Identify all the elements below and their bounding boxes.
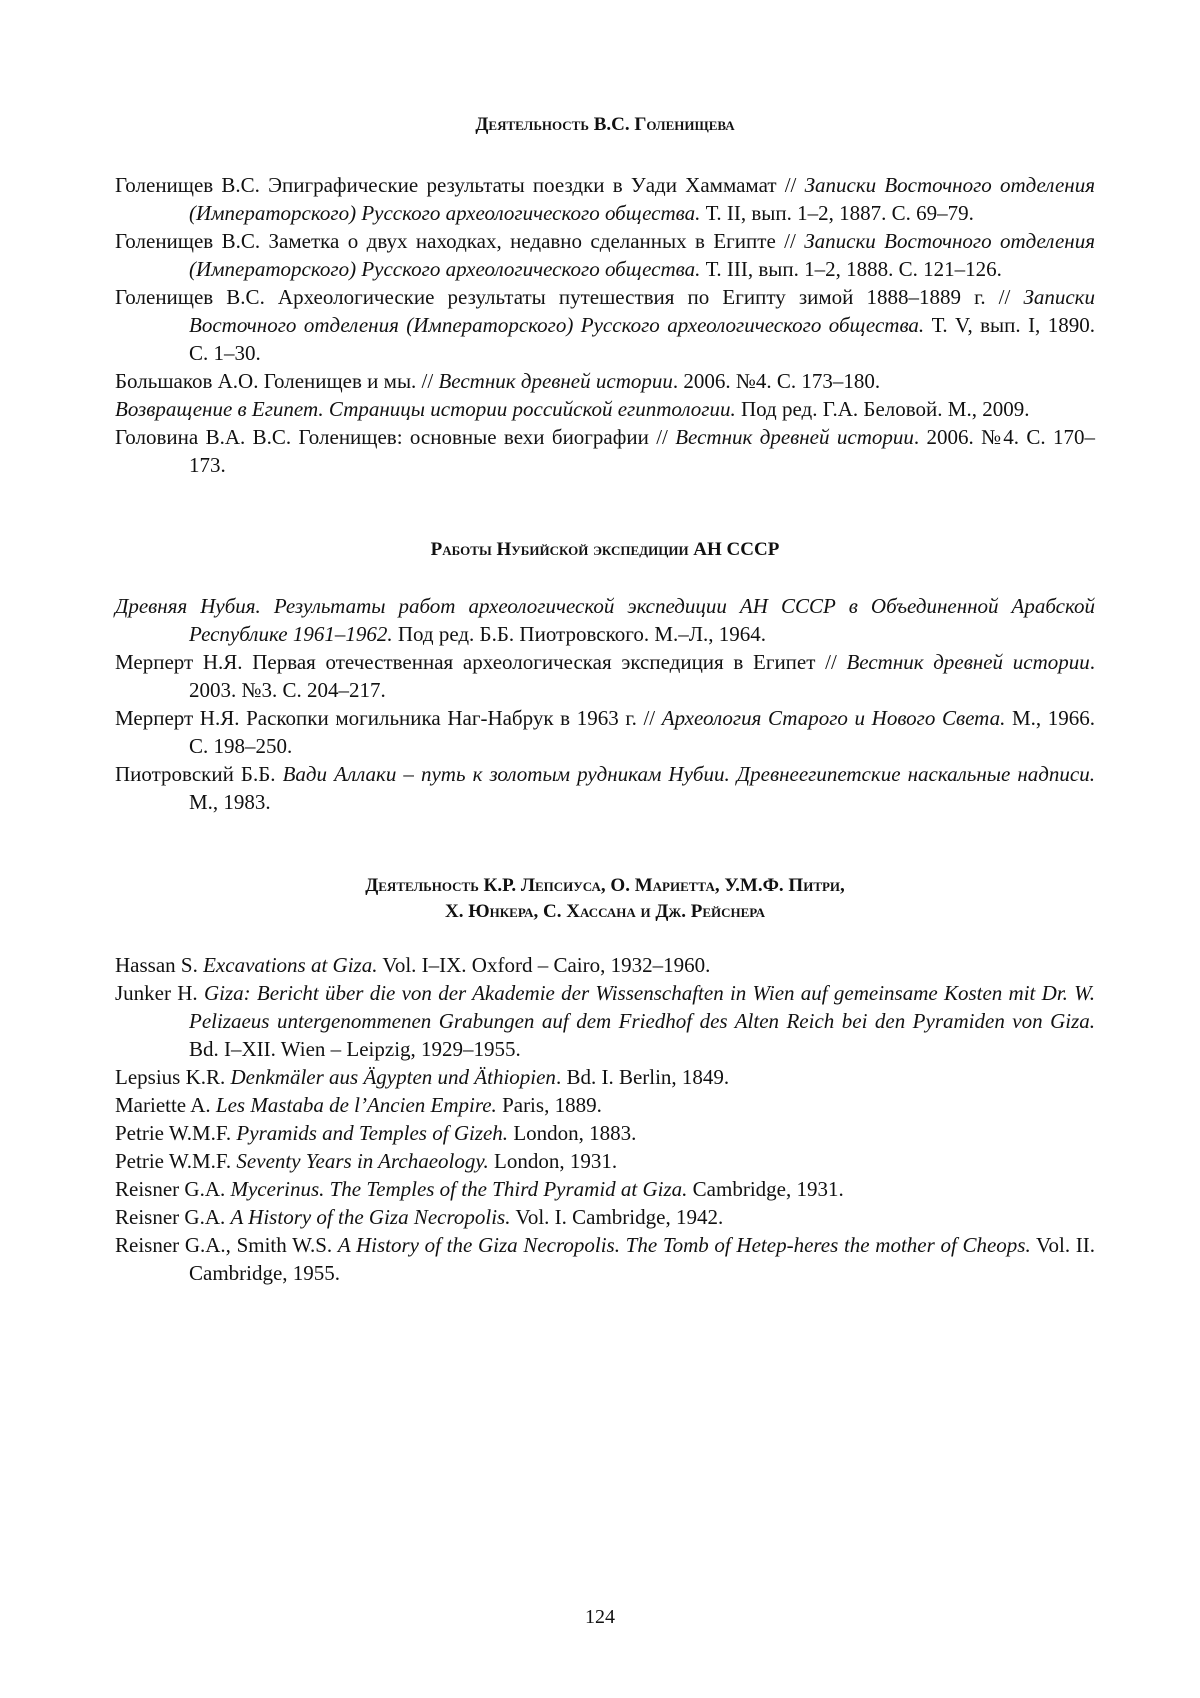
- reference-entry: [115, 1091, 1095, 1119]
- entry-publication-text: Paris, 1889.: [496, 1093, 602, 1117]
- entry-publication-text: М., 1983.: [189, 790, 271, 814]
- entry-publication-text: . 2006. №4. С. 173–180.: [672, 369, 881, 393]
- entry-title: Excavations at Giza.: [203, 953, 378, 977]
- reference-entry: [115, 704, 1095, 760]
- entry-publication-text: Bd. I–XII. Wien – Leipzig, 1929–1955.: [189, 1037, 521, 1061]
- heading-line: Деятельность К.Р. Лепсиуса, О. Мариетта, У.М.Ф. Питри,: [365, 875, 845, 896]
- entry-title: Древняя Нубия. Результаты работ археологической экспедиции АН СССР в Объединенной Арабской Республике 1961–1962.: [115, 594, 1095, 646]
- entry-title: Археология Старого и Нового Света.: [661, 706, 1006, 730]
- entry-title: Вестник древней истории: [675, 425, 914, 449]
- entry-publication-text: Т. III, вып. 1–2, 1888. С. 121–126.: [700, 257, 1002, 281]
- entry-author-text: Голенищев В.С. Заметка о двух находках, недавно сделанных в Египте //: [115, 229, 805, 253]
- section-heading-lepsius-mariette-petrie: [115, 873, 1095, 925]
- entry-author-text: Голенищев В.С. Археологические результаты путешествия по Египту зимой 1888–1889 г. //: [115, 285, 1024, 309]
- entry-author-text: Lepsius K.R.: [115, 1065, 231, 1089]
- heading-line: Деятельность В.С. Голенищева: [475, 114, 735, 135]
- heading-line: Х. Юнкера, С. Хассана и Дж. Рейснера: [445, 901, 765, 922]
- entry-publication-text: . Bd. I. Berlin, 1849.: [555, 1065, 730, 1089]
- entry-publication-text: Cambridge, 1931.: [687, 1177, 844, 1201]
- entry-author-text: Мерперт Н.Я. Первая отечественная археологическая экспедиция в Египет //: [115, 650, 847, 674]
- entry-title: Denkmäler aus Ägypten und Äthiopien: [230, 1065, 556, 1089]
- section-heading-nubian-expedition: [115, 537, 1095, 563]
- reference-entry: [115, 1203, 1095, 1231]
- entry-publication-text: . 2003. №3. С. 204–217.: [189, 650, 1095, 702]
- entry-author-text: Голенищев В.С. Эпиграфические результаты поездки в Уади Хаммамат //: [115, 173, 805, 197]
- entry-title: Вестник древней истории: [438, 369, 673, 393]
- reference-list-nubian-expedition: [115, 592, 1095, 816]
- entry-title: Записки Восточного отделения (Императорского) Русского археологического общества.: [189, 285, 1095, 337]
- entry-author-text: Hassan S.: [115, 953, 204, 977]
- reference-entry: [115, 648, 1095, 704]
- entry-title: Giza: Bericht über die von der Akademie der Wissenschaften in Wien auf gemeinsame Kosten mit Dr. W. Pelizaeus untergenommenen Grabungen auf dem Friedhof des Alten Reich bei den Pyramiden von Giza.: [189, 981, 1095, 1033]
- entry-title: Pyramids and Temples of Gizeh.: [236, 1121, 509, 1145]
- reference-entry: [115, 1231, 1095, 1287]
- entry-title: Вади Аллаки – путь к золотым рудникам Нубии. Древнеегипетские наскальные надписи.: [282, 762, 1095, 786]
- page-number: 124: [585, 1606, 615, 1628]
- entry-publication-text: Vol. II. Cambridge, 1955.: [189, 1233, 1095, 1285]
- entry-publication-text: London, 1883.: [508, 1121, 637, 1145]
- entry-author-text: Junker H.: [115, 981, 204, 1005]
- entry-title: Возвращение в Египет. Страницы истории российской египтологии.: [115, 397, 736, 421]
- entry-author-text: Mariette A.: [115, 1093, 216, 1117]
- reference-entry: [115, 760, 1095, 816]
- entry-author-text: Petrie W.M.F.: [115, 1121, 237, 1145]
- entry-title: Вестник древней истории: [846, 650, 1090, 674]
- entry-publication-text: Под ред. Б.Б. Пиотровского. М.–Л., 1964.: [392, 622, 766, 646]
- reference-entry: [115, 1119, 1095, 1147]
- entry-author-text: Мерперт Н.Я. Раскопки могильника Наг-Набрук в 1963 г. //: [115, 706, 662, 730]
- reference-entry: [115, 1063, 1095, 1091]
- reference-entry: [115, 367, 1095, 395]
- entry-author-text: Reisner G.A., Smith W.S.: [115, 1233, 338, 1257]
- entry-author-text: Головина В.А. В.С. Голенищев: основные вехи биографии //: [115, 425, 676, 449]
- entry-author-text: Petrie W.M.F.: [115, 1149, 237, 1173]
- reference-list-golenishchev: [115, 171, 1095, 479]
- reference-entry: [115, 592, 1095, 648]
- entry-title: Seventy Years in Archaeology.: [236, 1149, 489, 1173]
- entry-publication-text: Т. V, вып. I, 1890. С. 1–30.: [189, 313, 1095, 365]
- reference-entry: [115, 979, 1095, 1063]
- reference-entry: [115, 283, 1095, 367]
- entry-publication-text: Vol. I. Cambridge, 1942.: [510, 1205, 724, 1229]
- entry-author-text: Reisner G.A.: [115, 1205, 231, 1229]
- entry-title: Mycerinus. The Temples of the Third Pyramid at Giza.: [230, 1177, 688, 1201]
- entry-title: A History of the Giza Necropolis. The Tomb of Hetep-heres the mother of Cheops.: [337, 1233, 1031, 1257]
- entry-title: Записки Восточного отделения (Императорского) Русского археологического общества.: [189, 229, 1095, 281]
- entry-title: Les Mastaba de l’Ancien Empire.: [215, 1093, 497, 1117]
- reference-entry: [115, 1175, 1095, 1203]
- entry-publication-text: Т. II, вып. 1–2, 1887. С. 69–79.: [700, 201, 974, 225]
- bibliography-page: [115, 112, 1095, 1287]
- reference-entry: [115, 227, 1095, 283]
- reference-entry: [115, 951, 1095, 979]
- entry-publication-text: . 2006. №4. С. 170–173.: [189, 425, 1095, 477]
- reference-entry: [115, 1147, 1095, 1175]
- entry-author-text: Пиотровский Б.Б.: [115, 762, 283, 786]
- reference-entry: [115, 423, 1095, 479]
- entry-publication-text: Под ред. Г.А. Беловой. М., 2009.: [735, 397, 1030, 421]
- heading-line: Работы Нубийской экспедиции АН СССР: [430, 539, 780, 560]
- reference-entry: [115, 171, 1095, 227]
- entry-title: A History of the Giza Necropolis.: [230, 1205, 511, 1229]
- section-heading-golenishchev: [115, 112, 1095, 138]
- entry-title: Записки Восточного отделения (Императорского) Русского археологического общества.: [189, 173, 1095, 225]
- reference-entry: [115, 395, 1095, 423]
- entry-author-text: Reisner G.A.: [115, 1177, 231, 1201]
- entry-publication-text: London, 1931.: [488, 1149, 618, 1173]
- entry-publication-text: М., 1966. С. 198–250.: [189, 706, 1095, 758]
- entry-author-text: Большаков А.О. Голенищев и мы. //: [115, 369, 439, 393]
- reference-list-lepsius-mariette-petrie: [115, 951, 1095, 1287]
- entry-publication-text: Vol. I–IX. Oxford – Cairo, 1932–1960.: [377, 953, 711, 977]
